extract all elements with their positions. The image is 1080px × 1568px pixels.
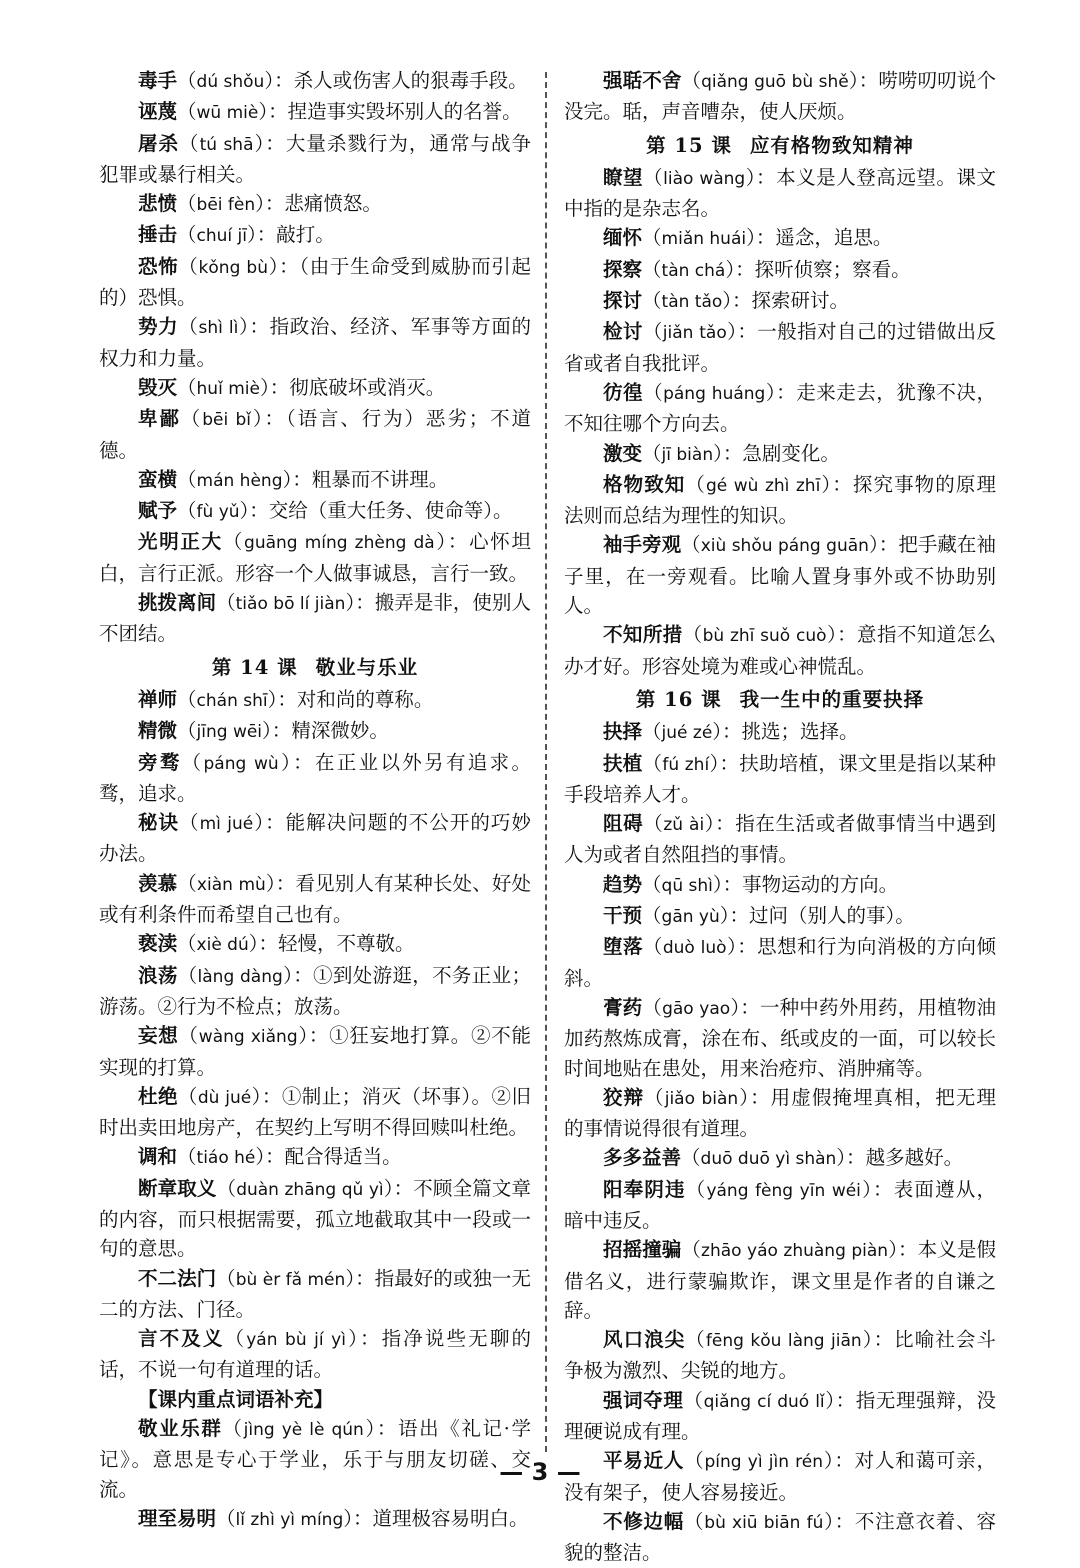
entry-definition: 交给（重大任务、使命等）。 (268, 499, 513, 523)
entry-pinyin: fēng kǒu làng jiān (705, 1331, 862, 1352)
vocab-entry: 秘诀（mì jué）：能解决问题的不公开的巧妙办法。 (99, 811, 531, 866)
vocab-entry: 调和（tiáo hé）：配合得适当。 (138, 1145, 402, 1169)
entry-pinyin: guāng míng zhèng dà (244, 533, 435, 554)
vocab-entry: 风口浪尖（fēng kǒu làng jiān）：比喻社会斗争极为激烈、尖锐的地方。 (564, 1328, 996, 1383)
vocab-entry: 彷徨（páng huáng）：走来走去，犹豫不决，不知往哪个方向去。 (564, 380, 996, 436)
lesson-title: 应有格物致知精神 (749, 133, 914, 157)
entry-term: 浪荡 (138, 963, 178, 987)
entry-definition: ①到处游逛，不务正业；游荡。②行为不检点；放荡。 (99, 963, 531, 1018)
entry-definition: 对和尚的尊称。 (296, 687, 434, 711)
entry-definition: 心怀坦白，言行正派。形容一个人做事诚恳，言行一致。 (99, 530, 531, 585)
entry-definition: 大量杀戮行为，通常与战争犯罪或暴行相关。 (99, 131, 531, 186)
entry-pinyin: wàng xiǎng (198, 1027, 298, 1048)
entry-definition: 语出《礼记·学记》。意思是专心于学业，乐于与朋友切磋、交流。 (99, 1417, 531, 1501)
entry-term: 屠杀 (138, 131, 180, 155)
entry-definition: 捏造事实毁坏别人的名誉。 (287, 100, 522, 124)
vocab-entry: 格物致知（gé wù zhì zhī）：探究事物的原理法则而总结为理性的知识。 (564, 472, 996, 528)
vocab-entry: 强聒不舍（qiǎng guō bù shě）：唠唠叨叨说个没完。聒，声音嘈杂，使人厌烦。 (564, 69, 996, 124)
entry-definition: 悲痛愤怒。 (284, 192, 382, 216)
entry-pinyin: gé wù zhì zhī (706, 475, 821, 496)
vocab-entry: 捶击（chuí jī）：敲打。 (138, 223, 335, 247)
entry-definition: 道理极容易明白。 (372, 1506, 529, 1530)
entry-pinyin: jìng yè lè qún (243, 1420, 364, 1441)
entry-definition: 敲打。 (276, 223, 335, 247)
vocab-entry: 强词夺理（qiǎng cí duó lǐ）：指无理强辩，没理硬说成有理。 (564, 1388, 996, 1444)
entry-pinyin: làng dàng (197, 966, 283, 987)
entry-term: 彷徨 (603, 380, 644, 404)
entry-pinyin: duò luò (662, 938, 727, 959)
entry-pinyin: páng wù (203, 753, 279, 774)
entry-term: 不修边幅 (603, 1509, 685, 1533)
entry-pinyin: gān yù (661, 907, 720, 928)
vocab-entry: 探察（tàn chá）：探听侦察；察看。 (603, 257, 911, 281)
entry-term: 毁灭 (138, 375, 178, 399)
vocab-entry: 阻碍（zǔ ài）：指在生活或者做事情当中遇到人为或者自然阻挡的事情。 (564, 812, 996, 867)
entry-pinyin: bù xiū biān fú (704, 1512, 824, 1533)
vocab-entry: 旁骛（páng wù）：在正业以外另有追求。骛，追求。 (99, 750, 531, 805)
entry-pinyin: dù jué (197, 1087, 252, 1108)
vocab-entry: 禅师（chán shī）：对和尚的尊称。 (138, 687, 434, 711)
entry-pinyin: chán shī (196, 690, 268, 711)
lesson-heading (564, 685, 996, 714)
vocab-entry: 检讨（jiǎn tǎo）：一般指对自己的过错做出反省或者自我批评。 (564, 320, 996, 375)
entry-definition: （语言、行为）恶劣；不道德。 (99, 407, 531, 462)
entry-term: 羡慕 (138, 871, 178, 895)
vocab-entry: 精微（jīng wēi）：精深微妙。 (138, 719, 389, 743)
entry-pinyin: zǔ ài (663, 815, 705, 836)
entry-term: 秘诀 (138, 811, 180, 835)
entry-term: 赋予 (138, 499, 178, 523)
entry-definition: 对人和蔼可亲，没有架子，使人容易接近。 (564, 1449, 996, 1504)
entry-term: 抉择 (603, 720, 643, 744)
vocab-entry: 恐怖（kǒng bù）：（由于生命受到威胁而引起的）恐惧。 (99, 254, 531, 310)
entry-term: 光明正大 (138, 530, 223, 554)
entry-pinyin: jīng wēi (196, 722, 263, 743)
entry-definition: 意指不知道怎么办才好。形容处境为难或心神慌乱。 (564, 623, 996, 678)
vocab-entry: 瞭望（liào wàng）：本义是人登高远望。课文中指的是杂志名。 (564, 165, 996, 221)
entry-term: 探察 (603, 257, 643, 281)
entry-definition: ①制止；消灭（坏事）。②旧时出卖田地房产，在契约上写明不得回赎叫杜绝。 (99, 1084, 531, 1140)
entry-term: 理至易明 (138, 1506, 217, 1530)
entry-pinyin: tàn tǎo (661, 292, 723, 313)
entry-pinyin: mì jué (199, 814, 254, 835)
entry-definition: 彻底破坏或消灭。 (289, 375, 446, 399)
entry-pinyin: páng huáng (663, 383, 766, 404)
entry-pinyin: jué zé (661, 723, 713, 744)
entry-term: 干预 (603, 904, 643, 928)
entry-definition: 思想和行为向消极的方向倾斜。 (564, 935, 996, 990)
entry-pinyin: lǐ zhì yì míng (235, 1509, 344, 1530)
entry-pinyin: huǐ miè (196, 378, 260, 399)
entry-pinyin: tiáo hé (196, 1148, 256, 1169)
entry-definition: 杀人或伤害人的狠毒手段。 (293, 69, 528, 92)
entry-definition: 指无理强辩，没理硬说成有理。 (564, 1388, 996, 1444)
right-column (564, 66, 996, 1568)
entry-definition: 扶助培植，课文里是指以某种手段培养人才。 (564, 751, 996, 806)
vocab-entry: 羡慕（xiàn mù）：看见别人有某种长处、好处或有利条件而希望自己也有。 (99, 871, 531, 927)
entry-term: 妄想 (138, 1024, 179, 1048)
entry-definition: 本义是假借名义，进行蒙骗欺诈，课文里是作者的自谦之辞。 (564, 1238, 996, 1322)
vocab-entry: 光明正大（guāng míng zhèng dà）：心怀坦白，言行正派。形容一个人做事诚恳，言行一致。 (99, 530, 531, 585)
lesson-title: 我一生中的重要抉择 (739, 687, 925, 711)
entry-term: 激变 (603, 441, 643, 465)
entry-pinyin: dú shǒu (196, 72, 265, 92)
vocab-entry: 多多益善（duō duō yì shàn）：越多越好。 (603, 1146, 964, 1170)
vocab-entry: 言不及义（yán bù jí yì）：指净说些无聊的话，不说一句有道理的话。 (99, 1327, 531, 1382)
entry-definition: 事物运动的方向。 (742, 872, 899, 896)
vocab-entry: 妄想（wàng xiǎng）：①狂妄地打算。②不能实现的打算。 (99, 1024, 531, 1079)
entry-definition: 过问（别人的事）。 (749, 904, 915, 928)
entry-term: 膏药 (603, 995, 643, 1019)
vocab-entry: 屠杀（tú shā）：大量杀戮行为，通常与战争犯罪或暴行相关。 (99, 131, 531, 186)
entry-definition: 指最好的或独一无二的方法、门径。 (99, 1266, 531, 1321)
entry-definition: 本义是人登高远望。课文中指的是杂志名。 (564, 165, 996, 221)
entry-pinyin: xiè dú (196, 935, 249, 956)
entry-definition: 不注意衣着、容貌的整洁。 (564, 1509, 996, 1565)
entry-term: 阳奉阴违 (603, 1177, 686, 1201)
entry-pinyin: liào wàng (663, 168, 746, 189)
entry-term: 精微 (138, 719, 178, 743)
entry-definition: 挑选；选择。 (741, 720, 859, 744)
vocab-entry: 阳奉阴违（yáng fèng yīn wéi）：表面遵从，暗中违反。 (564, 1177, 996, 1232)
entry-pinyin: tú shā (199, 134, 254, 155)
entry-definition: 配合得适当。 (284, 1145, 402, 1169)
entry-definition: 看见别人有某种长处、好处或有利条件而希望自己也有。 (99, 871, 531, 927)
vocab-entry: 探讨（tàn tǎo）：探索研讨。 (603, 289, 850, 313)
vocab-entry: 敬业乐群（jìng yè lè qún）：语出《礼记·学记》。意思是专心于学业，乐于与朋友切磋、交流。 (99, 1417, 531, 1501)
entry-definition: ①狂妄地打算。②不能实现的打算。 (99, 1024, 531, 1079)
entry-definition: 不顾全篇文章的内容，而只根据需要，孤立地截取其中一段或一句的意思。 (99, 1176, 531, 1261)
entry-definition: 指净说些无聊的话，不说一句有道理的话。 (99, 1327, 531, 1382)
lesson-heading (99, 653, 531, 682)
entry-term: 悲愤 (138, 192, 178, 216)
entry-term: 势力 (138, 315, 179, 339)
entry-term: 不知所措 (603, 623, 683, 647)
vocab-entry: 不修边幅（bù xiū biān fú）：不注意衣着、容貌的整洁。 (564, 1509, 996, 1565)
entry-term: 诬蔑 (138, 100, 178, 124)
entry-pinyin: tàn chá (661, 260, 726, 281)
entry-term: 断章取义 (138, 1176, 217, 1200)
vocab-entry: 膏药（gāo yao）：一种中药外用药，用植物油加药熬炼成膏，涂在布、纸或皮的一面，可以较长时间地贴在患处，用来治疮疖、消肿痛等。 (564, 995, 996, 1080)
entry-term: 禅师 (138, 687, 178, 711)
entry-term: 检讨 (603, 320, 643, 344)
lesson-title: 敬业与乐业 (315, 655, 419, 679)
entry-pinyin: wū miè (196, 103, 259, 124)
page-number: — 3 — (499, 1458, 581, 1486)
entry-definition: 轻慢，不尊敬。 (278, 932, 415, 956)
vocab-entry: 毁灭（huǐ miè）：彻底破坏或消灭。 (138, 375, 446, 399)
entry-definition: 用虚假掩埋真相，把无理的事情说得很有道理。 (564, 1085, 996, 1141)
entry-term: 毒手 (138, 69, 178, 92)
lesson-number: 第 16 课 (635, 687, 722, 711)
entry-term: 强聒不舍 (603, 69, 682, 92)
entry-term: 狡辩 (603, 1085, 645, 1109)
entry-pinyin: qū shì (661, 875, 713, 896)
entry-pinyin: bēi bǐ (202, 410, 251, 431)
entry-pinyin: xiàn mù (196, 874, 266, 895)
vocab-entry: 平易近人（píng yì jìn rén）：对人和蔼可亲，没有架子，使人容易接近。 (564, 1449, 996, 1504)
entry-pinyin: kǒng bù (198, 257, 269, 278)
entry-definition: （由于生命受到威胁而引起的）恐惧。 (99, 254, 531, 310)
entry-pinyin: bù zhī suǒ cuò (702, 626, 827, 647)
column-divider (545, 72, 547, 1452)
entry-definition: 一般指对自己的过错做出反省或者自我批评。 (564, 320, 996, 375)
entry-definition: 把手藏在袖子里，在一旁观看。比喻人置身事外或不协助别人。 (564, 533, 996, 618)
vocab-entry: 毒手（dú shǒu）：杀人或伤害人的狠毒手段。 (138, 69, 528, 92)
entry-term: 捶击 (138, 223, 178, 247)
entry-term: 蛮横 (138, 467, 178, 491)
entry-definition: 唠唠叨叨说个没完。聒，声音嘈杂，使人厌烦。 (564, 69, 996, 124)
entry-definition: 走来走去，犹豫不决，不知往哪个方向去。 (564, 380, 996, 436)
entry-pinyin: fú zhí (662, 754, 710, 775)
lesson-number: 第 15 课 (646, 133, 732, 157)
left-column (99, 66, 531, 1535)
vocab-entry: 招摇撞骗（zhāo yáo zhuàng piàn）：本义是假借名义，进行蒙骗欺诈，课文里是作者的自谦之辞。 (564, 1238, 996, 1322)
entry-pinyin: xiù shǒu páng guān (700, 536, 869, 557)
entry-pinyin: duàn zhāng qǔ yì (236, 1179, 384, 1200)
entry-pinyin: zhāo yáo zhuàng piàn (701, 1241, 889, 1262)
entry-definition: 指在生活或者做事情当中遇到人为或者自然阻挡的事情。 (564, 812, 996, 867)
vocab-entry: 蛮横（mán hèng）：粗暴而不讲理。 (138, 467, 449, 491)
vocab-entry: 不知所措（bù zhī suǒ cuò）：意指不知道怎么办才好。形容处境为难或心神慌乱。 (564, 623, 996, 678)
entry-definition: 探听侦察；察看。 (754, 257, 911, 281)
entry-term: 杜绝 (138, 1084, 178, 1108)
vocab-entry: 不二法门（bù èr fǎ mén）：指最好的或独一无二的方法、门径。 (99, 1266, 531, 1321)
entry-term: 不二法门 (138, 1266, 217, 1290)
entry-term: 扶植 (603, 751, 643, 775)
entry-definition: 表面遵从，暗中违反。 (564, 1177, 996, 1232)
vocab-entry: 浪荡（làng dàng）：①到处游逛，不务正业；游荡。②行为不检点；放荡。 (99, 963, 531, 1018)
entry-term: 袖手旁观 (603, 533, 682, 557)
vocab-entry: 抉择（jué zé）：挑选；选择。 (603, 720, 859, 744)
entry-definition: 能解决问题的不公开的巧妙办法。 (99, 811, 531, 866)
entry-term: 堕落 (603, 935, 643, 959)
entry-term: 探讨 (603, 289, 643, 313)
vocab-entry: 干预（gān yù）：过问（别人的事）。 (603, 904, 915, 928)
entry-definition: 搬弄是非，使别人不团结。 (99, 591, 531, 646)
entry-term: 招摇撞骗 (603, 1238, 682, 1262)
entry-pinyin: fù yǔ (196, 502, 240, 523)
vocab-entry: 卑鄙（bēi bǐ）：（语言、行为）恶劣；不道德。 (99, 407, 531, 462)
vocab-entry: 悲愤（bēi fèn）：悲痛愤怒。 (138, 192, 382, 216)
entry-definition: 一种中药外用药，用植物油加药熬炼成膏，涂在布、纸或皮的一面，可以较长时间地贴在患处，用来治疮疖、消肿痛等。 (564, 995, 996, 1080)
entry-pinyin: miǎn huái (661, 229, 747, 250)
entry-pinyin: chuí jī (196, 226, 247, 247)
vocab-entry: 挑拨离间（tiǎo bō lí jiàn）：搬弄是非，使别人不团结。 (99, 591, 531, 646)
entry-pinyin: yáng fèng yīn wéi (706, 1180, 861, 1201)
vocab-entry: 狡辩（jiǎo biàn）：用虚假掩埋真相，把无理的事情说得很有道理。 (564, 1085, 996, 1141)
entry-term: 调和 (138, 1145, 178, 1169)
entry-term: 言不及义 (138, 1327, 225, 1351)
entry-pinyin: qiǎng cí duó lǐ (703, 1391, 825, 1412)
entry-pinyin: yán bù jí yì (246, 1330, 346, 1351)
vocab-entry: 缅怀（miǎn huái）：遥念，追思。 (603, 226, 893, 250)
entry-pinyin: jī biàn (661, 444, 714, 465)
entry-term: 恐怖 (138, 254, 179, 278)
entry-definition: 精深微妙。 (291, 719, 389, 743)
entry-pinyin: tiǎo bō lí jiàn (235, 594, 346, 615)
entry-pinyin: qiǎng guō bù shě (701, 72, 849, 92)
entry-pinyin: jiǎo biàn (664, 1088, 739, 1109)
entry-pinyin: bēi fèn (196, 195, 256, 216)
entry-definition: 越多越好。 (865, 1146, 964, 1170)
vocab-entry: 理至易明（lǐ zhì yì míng）：道理极容易明白。 (138, 1506, 529, 1530)
vocab-entry: 趋势（qū shì）：事物运动的方向。 (603, 872, 899, 896)
entry-term: 挑拨离间 (138, 591, 217, 615)
entry-definition: 比喻社会斗争极为激烈、尖锐的地方。 (564, 1328, 996, 1383)
vocab-entry: 堕落（duò luò）：思想和行为向消极的方向倾斜。 (564, 935, 996, 990)
entry-term: 平易近人 (603, 1449, 685, 1473)
entry-term: 旁骛 (138, 750, 182, 774)
entry-definition: 指政治、经济、军事等方面的权力和力量。 (99, 315, 531, 370)
entry-definition: 探究事物的原理法则而总结为理性的知识。 (564, 472, 996, 528)
vocab-entry: 势力（shì lì）：指政治、经济、军事等方面的权力和力量。 (99, 315, 531, 370)
entry-definition: 遥念，追思。 (775, 226, 893, 250)
entry-pinyin: píng yì jìn rén (704, 1452, 824, 1473)
vocab-entry: 赋予（fù yǔ）：交给（重大任务、使命等）。 (138, 499, 513, 523)
vocab-entry: 亵渎（xiè dú）：轻慢，不尊敬。 (138, 932, 415, 956)
entry-term: 缅怀 (603, 226, 643, 250)
vocab-entry: 激变（jī biàn）：急剧变化。 (603, 441, 840, 465)
entry-pinyin: jiǎn tǎo (662, 323, 727, 344)
vocab-entry: 杜绝（dù jué）：①制止；消灭（坏事）。②旧时出卖田地房产，在契约上写明不得回赎叫杜绝。 (99, 1084, 531, 1140)
vocab-entry: 扶植（fú zhí）：扶助培植，课文里是指以某种手段培养人才。 (564, 751, 996, 806)
entry-pinyin: shì lì (198, 318, 239, 339)
entry-term: 卑鄙 (138, 407, 181, 431)
entry-pinyin: mán hèng (196, 470, 283, 491)
entry-term: 强词夺理 (603, 1388, 684, 1412)
entry-term: 趋势 (603, 872, 643, 896)
entry-term: 风口浪尖 (603, 1328, 686, 1352)
entry-pinyin: duō duō yì shàn (700, 1149, 837, 1170)
entry-term: 阻碍 (603, 812, 644, 836)
entry-pinyin: gāo yao (662, 998, 731, 1019)
vocab-entry: 诬蔑（wū miè）：捏造事实毁坏别人的名誉。 (138, 100, 522, 124)
entry-term: 多多益善 (603, 1146, 682, 1170)
entry-pinyin: bù èr fǎ mén (235, 1269, 346, 1290)
entry-term: 敬业乐群 (138, 1417, 223, 1441)
entry-term: 格物致知 (603, 472, 686, 496)
entry-term: 瞭望 (603, 165, 644, 189)
vocab-entry: 袖手旁观（xiù shǒu páng guān）：把手藏在袖子里，在一旁观看。比喻人置身事外或不协助别人。 (564, 533, 996, 618)
section-note: 【课内重点词语补充】 (138, 1387, 334, 1411)
entry-term: 亵渎 (138, 932, 178, 956)
lesson-number: 第 14 课 (211, 655, 298, 679)
entry-definition: 在正业以外另有追求。骛，追求。 (99, 750, 531, 805)
vocab-entry: 断章取义（duàn zhāng qǔ yì）：不顾全篇文章的内容，而只根据需要，孤立地截取其中一段或一句的意思。 (99, 1176, 531, 1261)
entry-definition: 急剧变化。 (742, 441, 840, 465)
entry-definition: 探索研讨。 (751, 289, 850, 313)
entry-definition: 粗暴而不讲理。 (311, 467, 449, 491)
lesson-heading (564, 131, 996, 160)
